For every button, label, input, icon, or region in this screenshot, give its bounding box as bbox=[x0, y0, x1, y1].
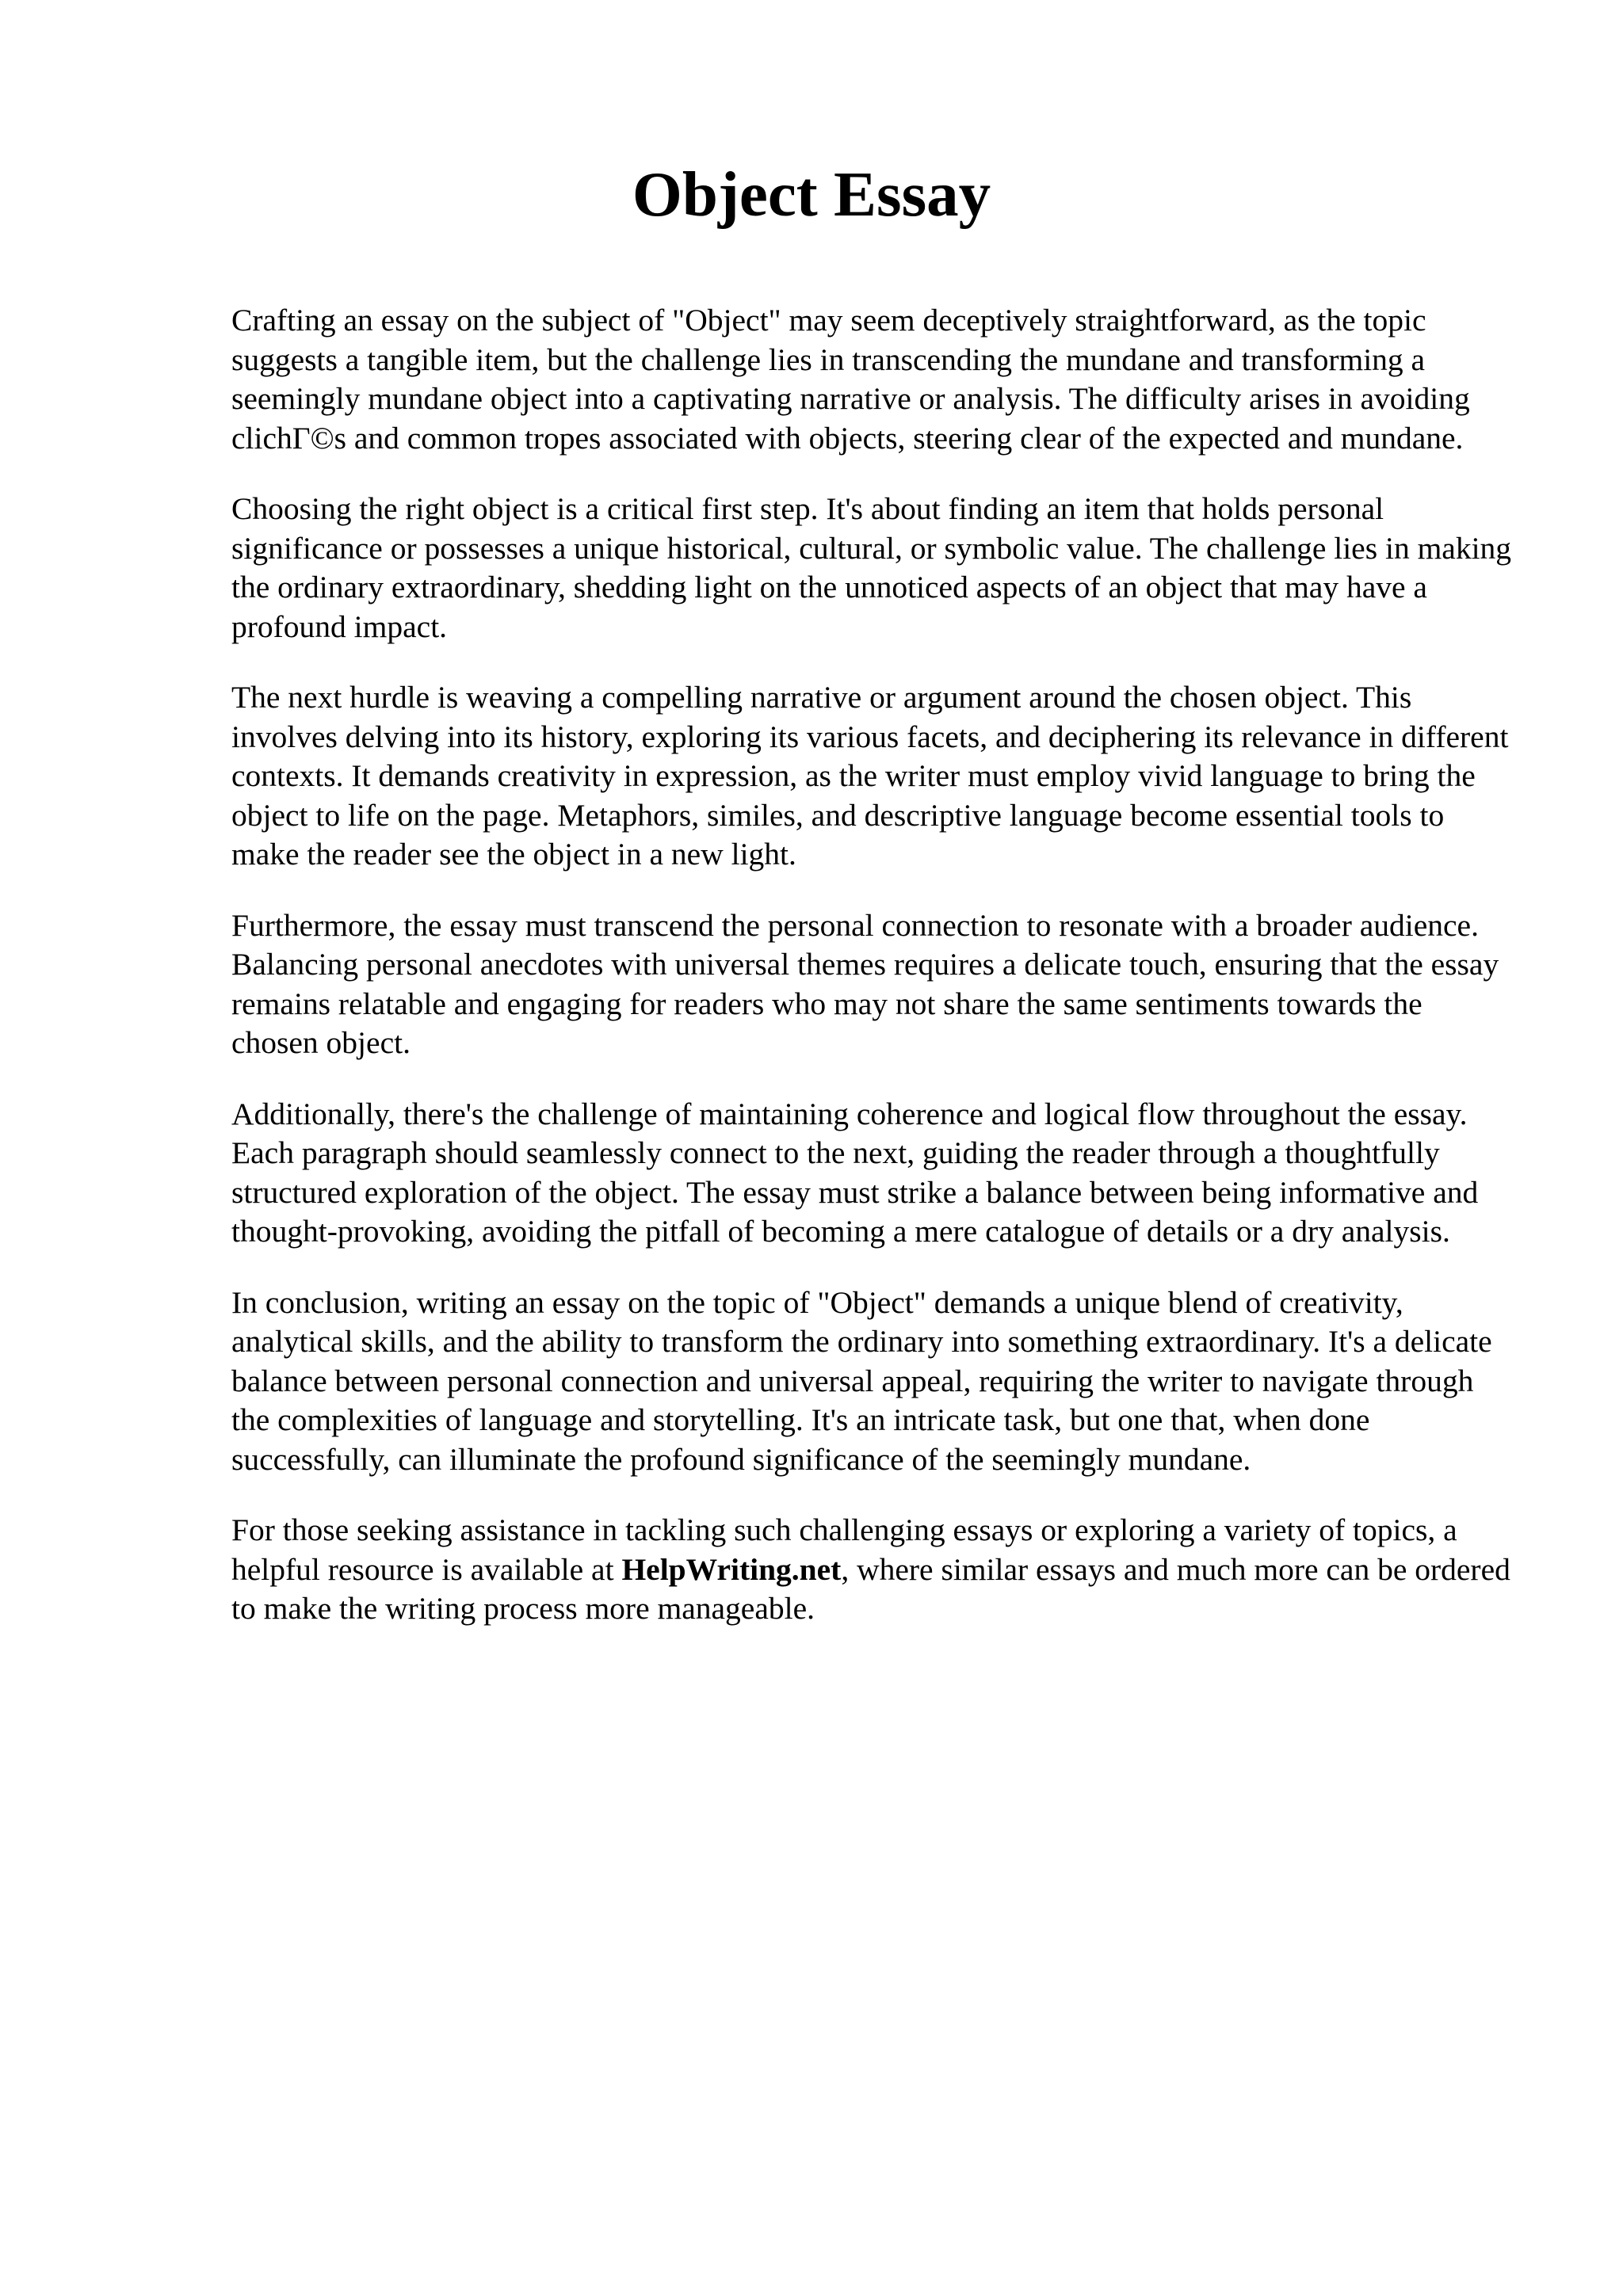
closing-text-after: , where similar essays and much more can be ordered to make the writing process more manageable. bbox=[231, 1551, 1510, 1626]
paragraph-6: In conclusion, writing an essay on the topic of "Object" demands a unique blend of creativity, analytical skills, and the ability to transform the ordinary into something extraordinary. It's a delicate balance between personal connection and universal appeal, requiring the writer to navigate through the complexities of language and storytelling. It's an intricate task, but one that, when done successfully, can illuminate the profound significance of the seemingly mundane. bbox=[231, 1284, 1492, 1477]
paragraph-5: Additionally, there's the challenge of maintaining coherence and logical flow throughout the essay. Each paragraph should seamlessly connect to the next, guiding the reader through a thoughtfully structured exploration of the object. The essay must strike a balance between being informative and thought-provoking, avoiding the pitfall of becoming a mere catalogue of details or a dry analysis. bbox=[231, 1096, 1479, 1249]
paragraph-4: Furthermore, the essay must transcend the personal connection to resonate with a broader audience. Balancing personal anecdotes with universal themes requires a delicate touch, ensuring that the essay remains relatable and engaging for readers who may not share the same sentiments towards the chosen object. bbox=[231, 907, 1499, 1060]
helpwriting-link[interactable]: HelpWriting.net bbox=[621, 1551, 842, 1587]
paragraph-1: Crafting an essay on the subject of "Object" may seem deceptively straightforward, as the topic suggests a tangible item, but the challenge lies in transcending the mundane and transforming a seemingly mundane object into a captivating narrative or analysis. The difficulty arises in avoiding clichΓ©s and common tropes associated with objects, steering clear of the expected and mundane. bbox=[231, 303, 1470, 456]
closing-paragraph bbox=[231, 1511, 1515, 1629]
page-title: Object Essay bbox=[632, 158, 991, 230]
paragraph-3: The next hurdle is weaving a compelling narrative or argument around the chosen object. This involves delving into its history, exploring its various facets, and deciphering its relevance in different contexts. It demands creativity in expression, as the writer must employ vivid language to bring the object to life on the page. Metaphors, similes, and descriptive language become essential tools to make the reader see the object in a new light. bbox=[231, 680, 1509, 871]
paragraph-2: Choosing the right object is a critical first step. It's about finding an item that holds personal significance or possesses a unique historical, cultural, or symbolic value. The challenge lies in making the ordinary extraordinary, shedding light on the unnoticed aspects of an object that may have a profound impact. bbox=[231, 491, 1512, 644]
essay-body bbox=[231, 301, 1515, 1661]
closing-text-before: For those seeking assistance in tackling such challenging essays or exploring a variety of topics, a helpful resource is available at bbox=[231, 1512, 1457, 1587]
